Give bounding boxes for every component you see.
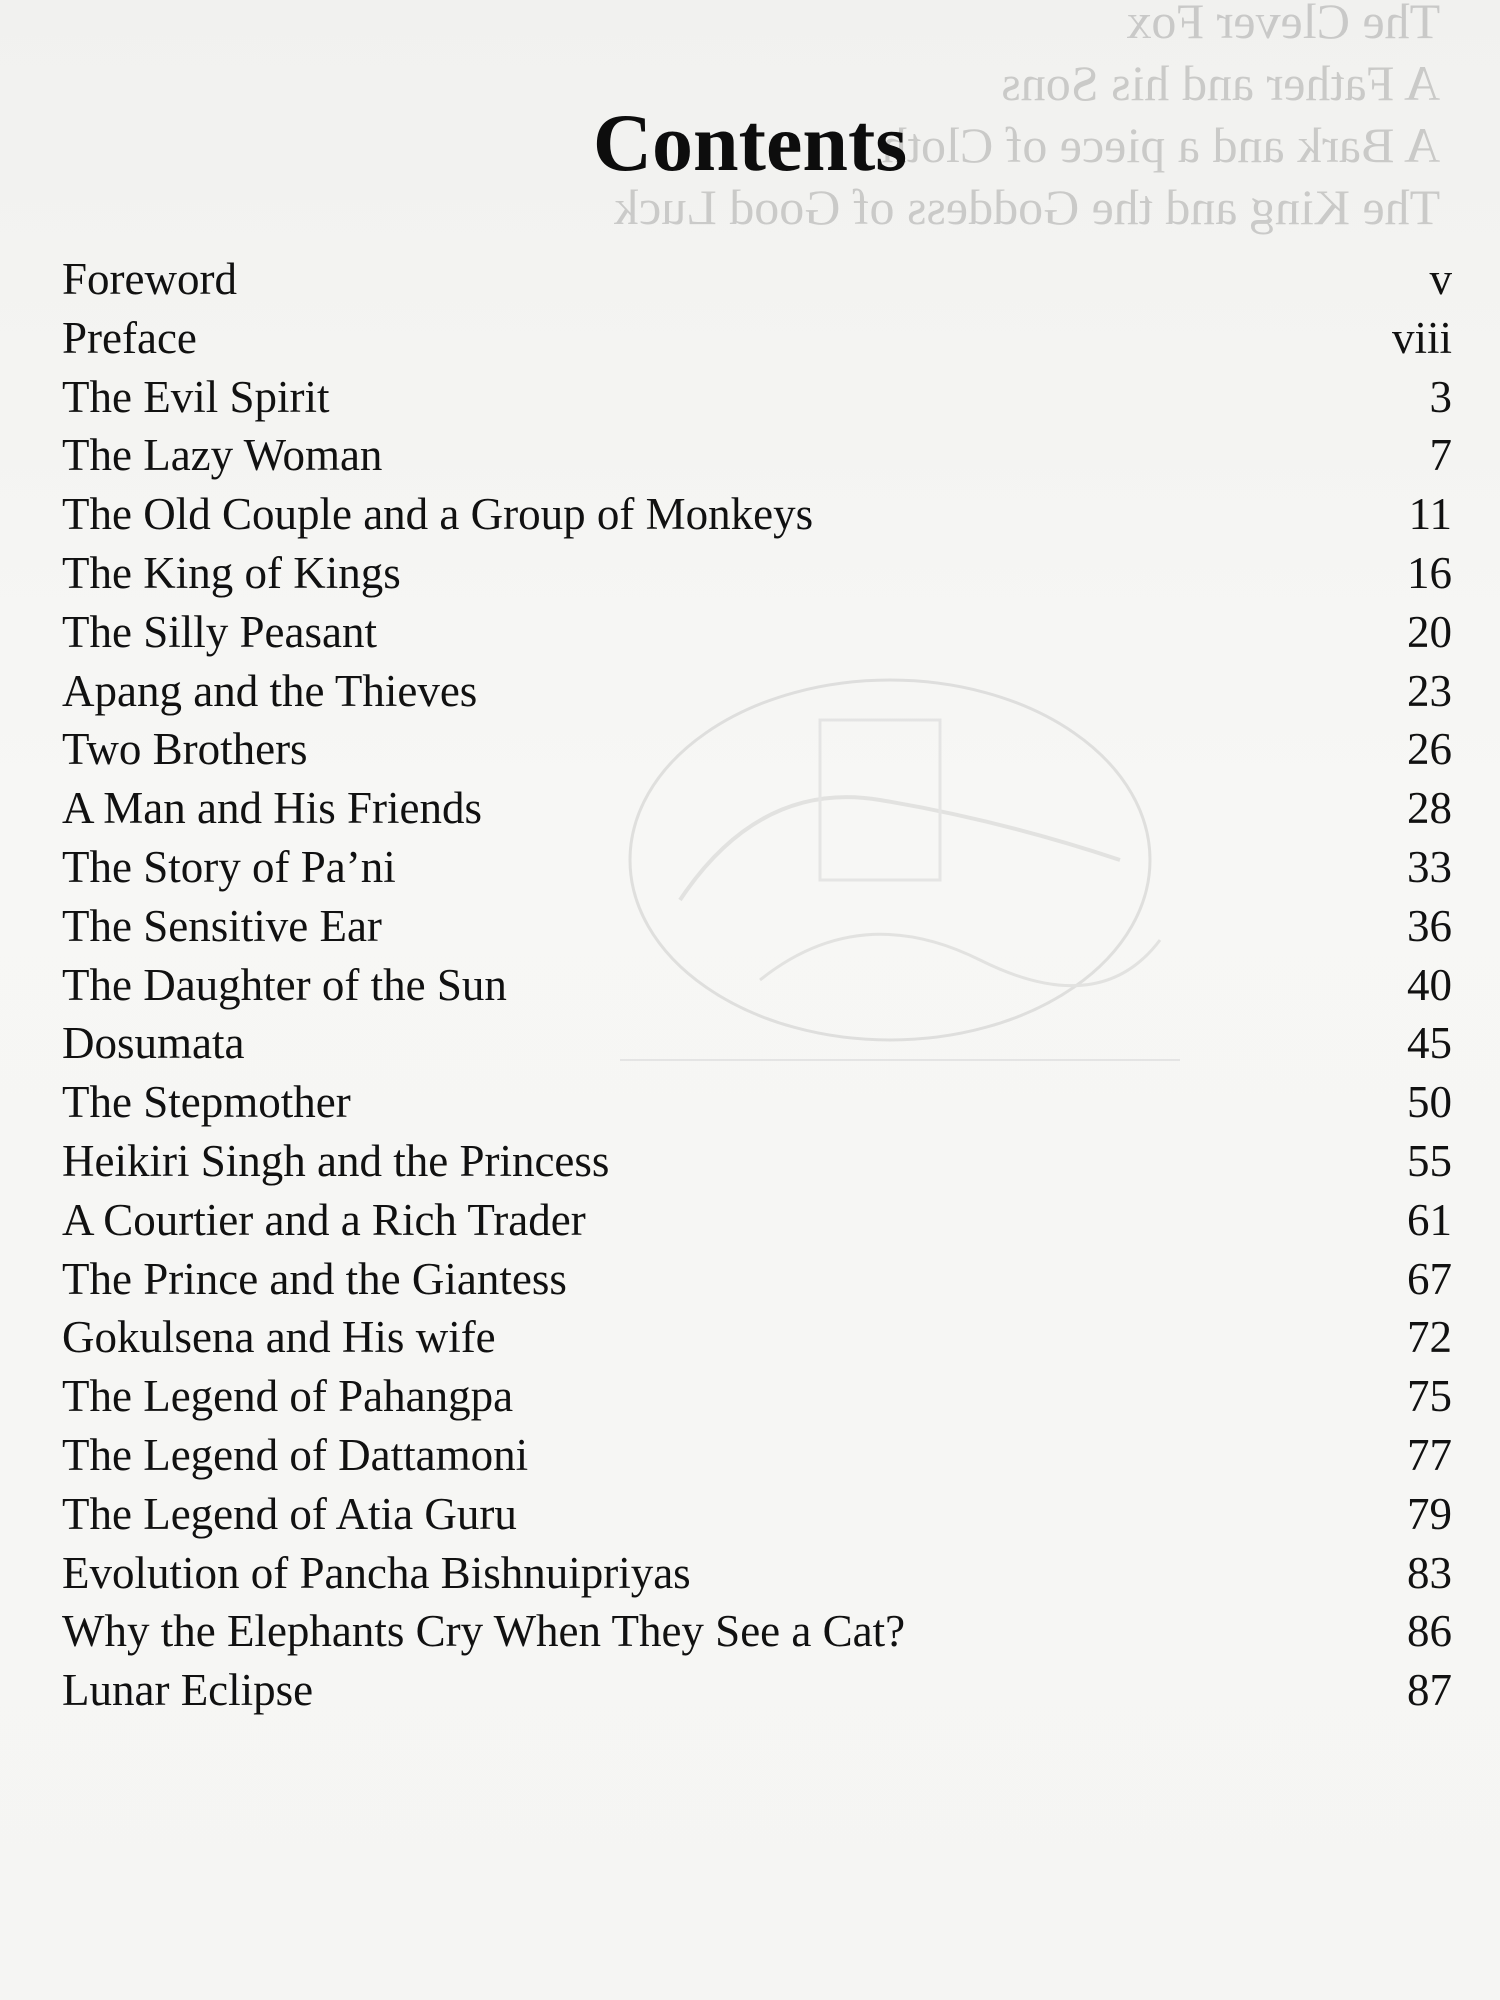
toc-entry-title: The Legend of Atia Guru: [62, 1488, 517, 1539]
toc-entry-title: The Lazy Woman: [62, 430, 383, 481]
toc-entry-title: The Stepmother: [62, 1077, 351, 1128]
toc-entry-title: The Legend of Dattamoni: [62, 1429, 529, 1480]
toc-entry-page: 40: [1407, 959, 1452, 1010]
toc-entry: [62, 897, 1452, 956]
toc-entry-title: Preface: [62, 312, 197, 363]
toc-entry-page: 3: [1429, 371, 1452, 422]
bleed-through-line: A Father and his Sons: [1001, 55, 1440, 111]
toc-entry-title: A Man and His Friends: [62, 783, 482, 834]
toc-entry-title: Gokulsena and His wife: [62, 1312, 496, 1363]
bleed-through-line: The King and the Goddess of Good Luck: [613, 179, 1440, 235]
toc-entry-title: The Old Couple and a Group of Monkeys: [62, 489, 814, 540]
toc-entry-title: Heikiri Singh and the Princess: [62, 1135, 610, 1186]
toc-entry-title: The Daughter of the Sun: [62, 959, 507, 1010]
toc-entry-page: 87: [1407, 1665, 1452, 1716]
toc-entry-page: 16: [1407, 547, 1452, 598]
toc-entry: [62, 1602, 1452, 1661]
toc-entry: [62, 1191, 1452, 1250]
toc-entry-title: The Silly Peasant: [62, 606, 377, 657]
toc-entry-page: 55: [1407, 1135, 1452, 1186]
toc-entry: [62, 662, 1452, 721]
toc-entry-title: Apang and the Thieves: [62, 665, 478, 716]
toc-entry-page: 75: [1407, 1371, 1452, 1422]
toc-entry: [62, 485, 1452, 544]
toc-entry-page: 86: [1407, 1606, 1452, 1657]
toc-entry-title: The King of Kings: [62, 547, 401, 598]
toc-entry-page: 50: [1407, 1077, 1452, 1128]
toc-entry: [62, 1485, 1452, 1544]
toc-entry-title: The Story of Pa’ni: [62, 841, 396, 892]
toc-entry: [62, 1544, 1452, 1603]
bleed-through-line: A Bark and a piece of Cloth: [881, 117, 1440, 173]
toc-entry: [62, 309, 1452, 368]
toc-entry: [62, 426, 1452, 485]
bleed-through-line: The Clever Fox: [1126, 0, 1440, 49]
toc-entry: [62, 1073, 1452, 1132]
toc-entry-title: Why the Elephants Cry When They See a Cat?: [62, 1606, 906, 1657]
toc-entry-title: Lunar Eclipse: [62, 1665, 314, 1716]
toc-entry-title: The Prince and the Giantess: [62, 1253, 567, 1304]
toc-entry: [62, 250, 1452, 309]
toc-entry-page: 77: [1407, 1429, 1452, 1480]
toc-entry-page: 23: [1407, 665, 1452, 716]
toc-entry: [62, 603, 1452, 662]
toc-entry: [62, 838, 1452, 897]
toc-entry-title: The Sensitive Ear: [62, 900, 382, 951]
toc-entry-title: A Courtier and a Rich Trader: [62, 1194, 586, 1245]
toc-entry-page: 36: [1407, 900, 1452, 951]
toc-entry: [62, 720, 1452, 779]
toc-entry-title: Foreword: [62, 254, 237, 304]
toc-entry-page: 61: [1407, 1194, 1452, 1245]
toc-entry-title: The Legend of Pahangpa: [62, 1371, 514, 1422]
toc-entry-title: Evolution of Pancha Bishnuipriyas: [62, 1547, 691, 1598]
toc-entry-page: 11: [1408, 489, 1452, 540]
toc-entry: [62, 544, 1452, 603]
toc-entry-page: viii: [1391, 312, 1452, 363]
toc-entry-page: 26: [1407, 724, 1452, 775]
toc-entry: [62, 1661, 1452, 1720]
toc-entry: [62, 779, 1452, 838]
toc-entry: [62, 956, 1452, 1015]
toc-entry-page: 72: [1407, 1312, 1452, 1363]
toc-entry-title: Two Brothers: [62, 724, 308, 775]
toc-entry-page: 20: [1407, 606, 1452, 657]
toc-entry: [62, 368, 1452, 427]
toc-entry-page: 67: [1407, 1253, 1452, 1304]
toc-entry: [62, 1426, 1452, 1485]
toc-entry: [62, 1367, 1452, 1426]
table-of-contents: [62, 250, 1452, 1720]
toc-entry: [62, 1132, 1452, 1191]
page-title: Contents: [592, 96, 908, 188]
toc-entry-title: Dosumata: [62, 1018, 245, 1069]
toc-entry-page: 7: [1429, 430, 1452, 481]
toc-entry-page: 79: [1407, 1488, 1452, 1539]
toc-entry-page: 83: [1407, 1547, 1452, 1598]
toc-entry: [62, 1250, 1452, 1309]
toc-entry-page: 28: [1407, 783, 1452, 834]
toc-entry-page: v: [1429, 254, 1452, 304]
toc-entry-title: The Evil Spirit: [62, 371, 330, 422]
toc-entry-page: 45: [1407, 1018, 1452, 1069]
toc-entry-page: 33: [1407, 841, 1452, 892]
toc-entry: [62, 1014, 1452, 1073]
toc-entry: [62, 1308, 1452, 1367]
